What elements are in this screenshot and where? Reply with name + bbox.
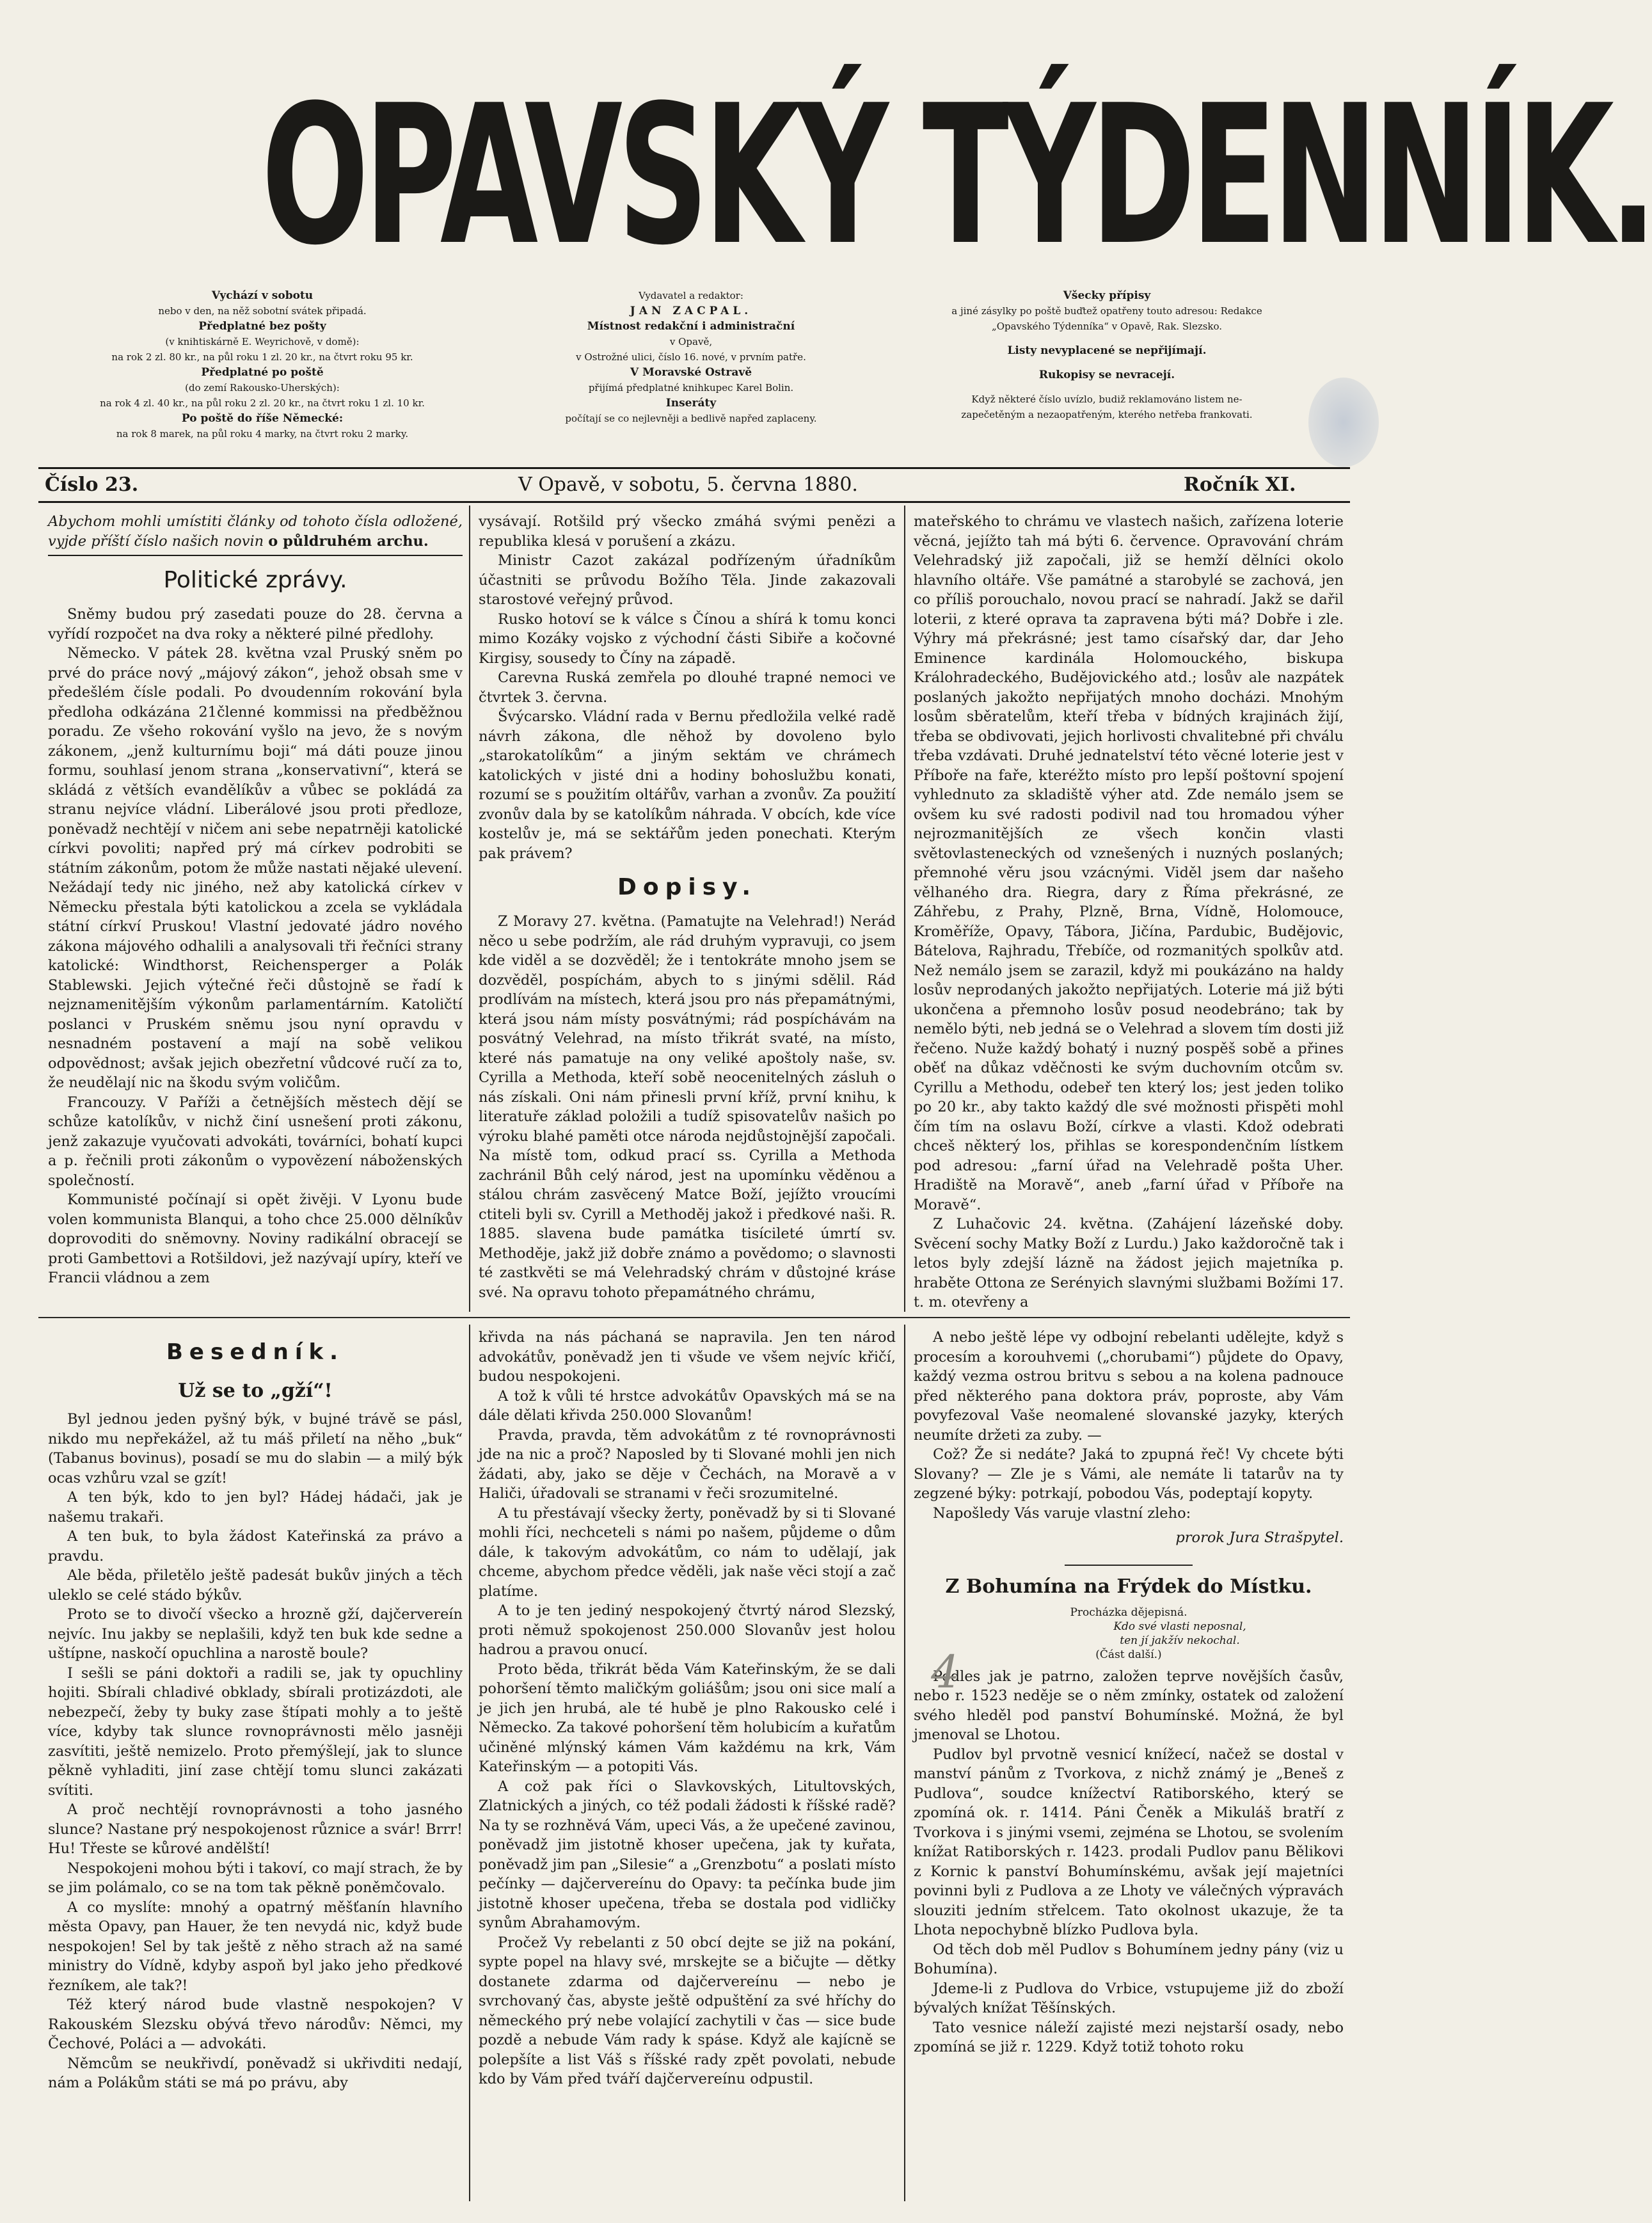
paragraph: A tu přestávají všecky žerty, poněvadž by si ti Slované mohli říci, nechceteli s námi po našem, půjdeme o dům dále, k takovým advokátům, co nám to udělají, jak chceme, abychom předce věděli, jak naše věci stojí a zač platíme. xyxy=(479,1504,896,1600)
info-line: Inseráty xyxy=(665,397,717,410)
masthead xyxy=(38,19,1652,287)
paragraph: Němcům se neukřivdí, poněvadž si ukřivditi nedají, nám a Polákům státi se má po právu, aby xyxy=(48,2055,463,2091)
paragraph: Ministr Cazot zakázal podřízeným úřadníkům účastniti se průvodu Božího Těla. Jinde zakazovali starostové veřejný průvod. xyxy=(479,552,896,608)
divider xyxy=(1065,1565,1193,1566)
paragraph: Tato vesnice náleží zajisté mezi nejstarší osady, nebo zpomíná se již r. 1229. Když totiž tohoto roku xyxy=(914,2019,1344,2055)
paragraph: A co myslíte: mnohý a opatrný měšťanín hlavního města Opavy, pan Hauer, že ten nevydá nic, když bude nespokojen! Sel by tak ještě z něho strach až na samé ministry do Vídně, kdyby aspoň byl jako jeho předkové řezníkem, ale tak?! xyxy=(48,1899,463,1994)
paragraph: A nebo ještě lépe vy odbojní rebelanti udělejte, když s procesím a korouhvemi („chorubami“) půjdete do Opavy, každý vezma ostrou britvu s sebou a na kolena padnouce před některého pana doktora práv, poproste, aby Vám povyfezoval Vaše neomalené slovanské jazyky, kterých neumíte držeti za zuby. — xyxy=(914,1329,1344,1444)
paragraph: Z Luhačovic 24. května. (Zahájení lázeňské doby. Svěcení sochy Matky Boží z Lurdu.) Jako každoročně tak i letos byly zdejší lázně na žádost jejich majetníka p. hraběte Ottona ze Serényich slavnými službami Božími 17. t. m. otevřeny a xyxy=(914,1216,1344,1311)
newspaper-page xyxy=(38,19,1652,2208)
column-politics-dopisy xyxy=(479,512,896,1315)
column-rule xyxy=(469,1325,470,2201)
paragraph: Kommunisté počínají si opět živěji. V Lyonu bude volen kommunista Blanqui, a toho chce 25.000 dělníkův doprovoditi do sněmovny. Noviny radikální obracejí se proti Gambettovi a Rotšildovi, jež nazývají upíry, kteří ve Francii vládnou a zem xyxy=(48,1191,463,1286)
paragraph: Od těch dob měl Pudlov s Bohumínem jedny pány (viz u Bohumína). xyxy=(914,1941,1344,1977)
paragraph: Proto běda, třikrát běda Vám Kateřinským, že se dali pohoršení těmto maličkým goliášům; jsou oni sice malí a je jich jen hrubá, ale té hubě je plno Rakousko celé i Německo. Za takové pohoršení těm holubicím a kuřatům učiněné mlýnský kámen Vám každému na krk, Vám Kateřinským — a potopiti Vás. xyxy=(479,1661,896,1775)
paragraph: vysávají. Rotšild prý všecko zmáhá svými penězi a republika klesá v porušení a zkázu. xyxy=(479,513,896,550)
info-line: počítají se co nejlevněji a bedlivě napřed zaplaceny. xyxy=(565,413,817,424)
signature: prorok Jura Strašpytel. xyxy=(1175,1529,1344,1546)
section-title-dopisy: Dopisy. xyxy=(617,874,757,900)
paragraph: Pravda, pravda, těm advokátům z té rovnoprávnosti jde na nic a proč? Naposled by ti Slované mohli jen nich žádati, aby, jako se děje v Čechách, na Moravě a v Haliči, úřadovali se stranami v řeči srozumitelné. xyxy=(479,1426,896,1502)
section-title-besednik: Besedník. xyxy=(166,1339,344,1365)
paragraph: Podles jak je patrno, založen teprve novějších časův, nebo r. 1523 neděje se o něm zmínky, ostatek od založení svého hleděl pod panství Bohumínské. Možná, že byl jmenoval se Lhotou. xyxy=(914,1668,1344,1743)
paragraph: mateřského to chrámu ve vlastech našich, zařízena loterie věcná, jejížto tah má býti 6. července. Opravování chrám Velehradský již započali, již se hemží dělníci okolo hlavního oltáře. Vše památné a starobylé se zachová, jen co příliš porouchalo, novou prací se nahradí. Jakž se dařil loterii, z které oprava ta zapravena býti má? Dobře i zle. Výhry má překrásné; jest tamo císařský dar, dar Jeho Eminence kardinála Holomouckého, biskupa Králohradeckého, Budějovického atd.; losův ale nazpátek poslaných jakožto nepřijatých mnoho docházi. Mnohým losům sběratelům, kteří třeba v bídných krajinách žijí, třeba se obdivovati, jejich horlivosti chvalitebné při chválu třeba vzdávati. Druhé jednatelství této věcné loterie jest v Příboře na faře, kteréžto místo pro lepší poštovní spojení vyhlednuto za skladiště výher atd. Zde nemálo jsem se ovšem ku své radosti podivil nad tou hromadou výher nejrozmanitějších ze všech končin vlasti světovlasteneckých od vznešených i nuzných poslaných; přemnohé věru jsou vzácnými. Viděl jsem dar našeho vělhaného dra. Riegra, dary z Říma překrásné, ze Záhřebu, z Prahy, Plzně, Brna, Vídně, Holomouce, Kroměříže, Opavy, Tábora, Jičína, Pardubic, Budějovic, Bátelova, Rajhradu, Třebíče, od rozmanitých spolkův atd. Než nemálo jsem se zarazil, když mi poukázáno na haldy losův neprodaných jakožto nepřijatých. Loterie má již býti ukončena a přemnoho losův posud neodebráno; tak by nemělo býti, neb jedná se o Velehrad a slovem tím dosti již řečeno. Nuže každý bohatý i nuzný pospěš sobě a přines oběť na důkaz vděčnosti ke svým duchovním otcům sv. Cyrillu a Methodu, odebeř ten který los; jest jeden toliko po 20 kr., aby takto každý dle své možnosti přispěti mohl čím tím na oslavu Boží, církve a vlasti. Kdož odebrati chceš některý los, přihlas se korespondenčním lístkem pod adresou: „farní úřad na Velehradě pošta Uher. Hradiště na Moravě“, aneb „farní úřad v Příboře na Moravě“. xyxy=(914,513,1344,1213)
info-line: na rok 8 marek, na půl roku 4 marky, na čtvrt roku 2 marky. xyxy=(116,428,409,440)
notice-text: Abychom mohli umístiti články od tohoto čísla odložené, vyjde příští číslo našich novin xyxy=(48,513,463,550)
info-line: v Ostrožné ulici, číslo 16. nové, v prvním patře. xyxy=(576,351,806,363)
info-line: Všecky přípisy xyxy=(1063,289,1151,302)
paragraph: Carevna Ruská zemřela po dlouhé trapné nemoci ve čtvrtek 3. června. xyxy=(479,669,896,706)
column-politics xyxy=(48,512,463,1315)
paragraph: Německo. V pátek 28. května vzal Pruský sněm po prvé do práce nový „májový zákon“, jehož obsah sme v předešlém čísle podali. Po dvoudenním rokování byla předloha odkázána 21členné kommissi na předběžnou poradu. Ze všeho rokování vyšlo na jevo, že s novým zákonem, „jenž kulturnímu boji“ má dáti pouze jinou formu, souhlasí jenom strana „konservativní“, která se skládá z větších evandělíkův a vůbec se pokládá za stranu nejvíce vládní. Liberálové jsou proti předloze, poněvadž nechtějí v ničem ani sebe nepatrněji katolické církvi povoliti; napřed prý má církev podrobiti se státním zákonům, potom že může nastati nějaké ulevení. Nežádají tedy nic jiného, než aby katolická církev v Německu přestala býti katolickou a zcela se vykládala státní církví Pruskou! Vlastní jedovaté jádro nového zákona májového odhalili a analysovali tři řečníci strany katolické: Windthorst, Reichensperger a Polák Stablewski. Jejich výtečné řeči důstojně se řadí k nejznamenitějším výkonům parlamentárním. Katoličtí poslanci v Pruském sněmu jsou nyní opravdu v nesnadném postavení a mají na sobě velikou odpovědnost; avšak jejich obezřetní vůdcové ručí za to, že neudělají nic na škodu svým voličům. xyxy=(48,645,463,1091)
paragraph: A to je ten jediný nespokojený čtvrtý národ Slezský, proti němuž spokojenost 250.000 Slovanův jest holou hadrou a pravou onucí. xyxy=(479,1602,896,1658)
editorial-info xyxy=(909,288,1305,422)
info-line: Když některé číslo uvízlo, budiž reklamováno listem ne- xyxy=(971,394,1243,405)
masthead-title: OPAVSKÝ TÝDENNÍK. xyxy=(261,64,1652,287)
column-rule xyxy=(904,1325,905,2201)
paragraph: A ten býk, kdo to jen byl? Hádej hádači, jak je našemu trakaři. xyxy=(48,1489,463,1526)
info-line: Rukopisy se nevracejí. xyxy=(1038,369,1175,381)
issue-date: V Opavě, v sobotu, 5. června 1880. xyxy=(518,474,858,496)
column-besednik xyxy=(48,1328,463,2204)
info-line: „Opavského Týdenníka“ v Opavě, Rak. Slezsko. xyxy=(991,321,1223,332)
section-rule xyxy=(38,1317,1350,1318)
paragraph: Napošledy Vás varuje vlastní zleho: xyxy=(933,1504,1191,1522)
column-rule xyxy=(469,506,470,1312)
info-line: V Moravské Ostravě xyxy=(630,366,752,379)
info-line: Vychází v sobotu xyxy=(211,289,314,302)
paragraph: Ale běda, přiletělo ještě padesát bukův jiných a těch uleklo se celé stádo býkův. xyxy=(48,1567,463,1604)
info-line: zapečetěným a nezaopatřeným, kterého netřeba frankovati. xyxy=(961,409,1253,420)
paragraph: A tož k vůli té hrstce advokátův Opavských má se na dále dělati křivda 250.000 Slovanům! xyxy=(479,1387,896,1424)
info-line: na rok 2 zl. 80 kr., na půl roku 1 zl. 20 kr., na čtvrt roku 95 kr. xyxy=(111,351,413,363)
paragraph: Též který národ bude vlastně nespokojen? V Rakouském Slezsku obývá třevo národův: Němci, my Čechové, Poláci a — advokáti. xyxy=(48,1996,463,2052)
column-bohumin xyxy=(914,1328,1344,2204)
info-line: v Opavě, xyxy=(669,336,713,347)
paragraph: Francouzy. V Paříži a četnějších městech dějí se schůze katolíkův, v nichž činí usnešení proti zákonu, jenž zakazuje vyučovati advokáti, továrníci, bohatí kupci a p. řečnili proti zákonům o vypovězení náboženských společností. xyxy=(48,1094,463,1189)
paragraph: Rusko hotoví se k válce s Čínou a shírá k tomu konci mimo Kozáky vojsko z východní části Sibiře a kočovné Kirgisy, sousedy to Číny na západě. xyxy=(479,610,896,667)
column-dopisy-cont xyxy=(914,512,1344,1315)
library-stamp xyxy=(1308,378,1379,467)
info-line: na rok 4 zl. 40 kr., na půl roku 2 zl. 20 kr., na čtvrt roku 1 zl. 10 kr. xyxy=(100,397,425,409)
pencil-annotation: 4 xyxy=(931,1646,960,1698)
subscription-info xyxy=(51,288,473,442)
motto: ten jí jakžív nekochal. xyxy=(1120,1634,1240,1647)
publisher-info xyxy=(499,288,883,426)
paragraph: Pročež Vy rebelanti z 50 obcí dejte se již na pokání, sypte popel na hlavy své, mrskejte se a bičujte — dětky dostanete zdarma od dajčervereínu — nebo je svrchovaný čas, abyste ještě odpuštění za své hříchy do německého prý nebe volající zachytili v čas — sice bude pozdě a nebude Vám rady k spáse. Když ale kajícně se polepšíte a list Váš s říšské rady zpět povolati, nebude kdo by Vám před tváří dajčervereínu odpustil. xyxy=(479,1934,896,2087)
motto: Kdo své vlasti neposnal, xyxy=(1113,1620,1246,1633)
subtitle: Procházka dějepisná. xyxy=(1070,1606,1187,1619)
paragraph: Švýcarsko. Vládní rada v Bernu předložila velké radě návrh zákona, dle něhož by dovoleno bylo „starokatolíkům“ a jiným sektám ve chrámech katolických v jisté dni a hodiny bohoslužbu konati, rozumí se s použitím oltářův, varhan a zvonův. Za použití zvonův dala by se katolíkům náhrada. V obcích, kde více kostelův je, má se sektářům jeden ponechati. Kterým pak právem? xyxy=(479,708,896,862)
info-line: Vydavatel a redaktor: xyxy=(639,290,743,301)
paragraph: Jdeme-li z Pudlova do Vrbice, vstupujeme již do zboží bývalých knížat Těšínských. xyxy=(914,1980,1344,2016)
paragraph: A což pak říci o Slavkovských, Litultovských, Zlatnických a jiných, co též podali žádosti k říšské radě? Na ty se rozhněvá Vám, upeci Vás, a že upečené zavinou, poněvadž jim jistotně khoser upečena, jak ty kuřata, poněvadž jim pan „Silesie“ a „Grenzbotu“ a poslati místo pečínky — dajčervereínu do Opavy: ta pečínka bude jim jistotně khoser upečena, třeba se dostala pod vidličky synům Abrahamovým. xyxy=(479,1778,896,1931)
info-line: a jiné zásylky po poště buďtež opatřeny touto adresou: Redakce xyxy=(951,305,1262,317)
info-line: Po poště do říše Německé: xyxy=(181,412,344,425)
part-note: (Část další.) xyxy=(1095,1648,1162,1661)
paragraph: I sešli se páni doktoři a radili se, jak ty opuchliny hojiti. Sbírali chladivé obklady, sbírali protizázdoti, ale nebezpečí, žeby ty buky zase štípati mohly a to ještě více, kdyby tak slunce rovnoprávnosti mělo jasněji zasvítiti, ještě nemizelo. Proto přemýšlejí, jak to slunce pěkně vyhladiti, jiní zase chtějí tomu slunci zakázati svítiti. xyxy=(48,1664,463,1799)
paragraph: křivda na nás páchaná se napravila. Jen ten národ advokátův, poněvadž jen ti všude ve všem nejvíc křičí, budou nespokojeni. xyxy=(479,1329,896,1385)
info-line: Listy nevyplacené se nepřijímají. xyxy=(1007,344,1207,357)
paragraph: A proč nechtějí rovnoprávnosti a toho jasného slunce? Nastane prý nespokojenost různice a svár! Brrr! Hu! Třeste se kůrové andělští! xyxy=(48,1801,463,1857)
paragraph: Byl jednou jeden pyšný býk, v bujné trávě se pásl, nikdo mu nepřekážel, až tu máš přiletí na něho „buk“ (Tabanus bovinus), posadí se mu do slabin — a milý býk ocas vzhůru vzal se gzít! xyxy=(48,1411,463,1486)
paragraph: Což? Že si nedáte? Jaká to zpupná řeč! Vy chcete býti Slovany? — Zle je s Vámi, ale nemáte li tatarův na ty zegzené býky: potrkají, pobodou Vás, podeptají kopyty. xyxy=(914,1446,1344,1502)
info-line: (do zemí Rakousko-Uherských): xyxy=(185,382,340,394)
section-title-bohumin: Z Bohumína na Frýdek do Místku. xyxy=(945,1575,1312,1598)
dateline xyxy=(38,467,1350,503)
issue-number: Číslo 23. xyxy=(45,474,139,496)
info-line: Předplatné bez pošty xyxy=(198,320,326,333)
paragraph: Nespokojeni mohou býti i takoví, co mají strach, že by se jim polámalo, co se na tom tak pěkně poněmčovalo. xyxy=(48,1860,463,1896)
info-line: JAN ZACPAL. xyxy=(630,305,752,317)
column-besednik-cont xyxy=(479,1328,896,2204)
info-line: přijímá předplatné knihkupec Karel Bolin. xyxy=(588,382,794,394)
paragraph: Pudlov byl prvotně vesnicí knížecí, načež se dostal v manství pánům z Tvorkova, z nichž známý je „Beneš z Pudlova“, soudce knížectví Ratiborského, který se zpomíná ok. r. 1414. Páni Čeněk a Mikuláš bratří z Tvorkova i s jinými vsemi, zejména se Lhotou, se svolením knížat Ratiborských r. 1423. prodali Pudlov panu Bělikovi z Kornic k panství Bohumínskému, avšak její majetníci povinni byli z Pudlova a ze Lhoty ve válečných výpravách slouziti jedním střelcem. Tato okolnost ukazuje, že ta Lhota nepochybně blízko Pudlova byla. xyxy=(914,1746,1344,1938)
info-line: (v knihtiskárně E. Weyrichově, v domě): xyxy=(165,336,360,347)
paragraph: Sněmy budou prý zasedati pouze do 28. června a vyřídí rozpočet na dva roky a některé pilné předlohy. xyxy=(48,606,463,642)
info-line: Předplatné po poště xyxy=(201,366,324,379)
column-rule xyxy=(904,506,905,1312)
notice-emphasis: o půldruhém archu. xyxy=(268,532,429,550)
info-line: nebo v den, na něž sobotní svátek připadá. xyxy=(158,305,367,317)
notice xyxy=(48,512,463,556)
section-title-politics: Politické zprávy. xyxy=(163,567,347,593)
volume-number: Ročník XI. xyxy=(1184,474,1296,496)
paragraph: Proto se to divočí všecko a hrozně gží, dajčervereín nejvíc. Inu jakby se neplašili, když ten buk kde sedne a uštípne, naskočí opuchlina a narostě boule? xyxy=(48,1606,463,1662)
story-title: Už se to „gží“! xyxy=(178,1380,333,1402)
info-line: Místnost redakční i administrační xyxy=(587,320,795,333)
paragraph: A ten buk, to byla žádost Kateřinská za právo a pravdu. xyxy=(48,1528,463,1565)
paragraph: Z Moravy 27. května. (Pamatujte na Velehrad!) Nerád něco u sebe podržím, ale rád druhým vypravuji, co jsem kde viděl a se dozvěděl; že i tentokráte mnoho jsem se dozvěděl, pospíchám, abych to s jinými sdělil. Rád prodlívám na místech, která jsou pro nás přepamátnými, která jsou nám místy posvátnými; rád pospíchávám na posvátný Velehrad, na místo třikrát svaté, na místo, které nás pamatuje na ony veliké apoštoly naše, sv. Cyrilla a Methoda, kteří sobě neocenitelných zásluh o nás získali. Oni nám přinesli první kříž, první knihu, k literatuře základ položili a tudíž spisovatelův našich po výroku blahé paměti otce národa nejdůstojnější započali. Na místě tom, odkud prací ss. Cyrilla a Methoda zachránil Bůh celý národ, jest na upomínku věděnou a stálou chrám zasvěcený Matce Boží, jejížto vroucími ctiteli byli sv. Cyrill a Methoděj jakož i předkové naši. R. 1885. slavena bude památka tisícileté úmrtí sv. Methoděje, jakž již dobře známo a povědomo; o slavnosti té zastkvěti se má Velehradský chrám v důstojné kráse své. Na opravu tohoto přepamátného chrámu, xyxy=(479,913,896,1301)
